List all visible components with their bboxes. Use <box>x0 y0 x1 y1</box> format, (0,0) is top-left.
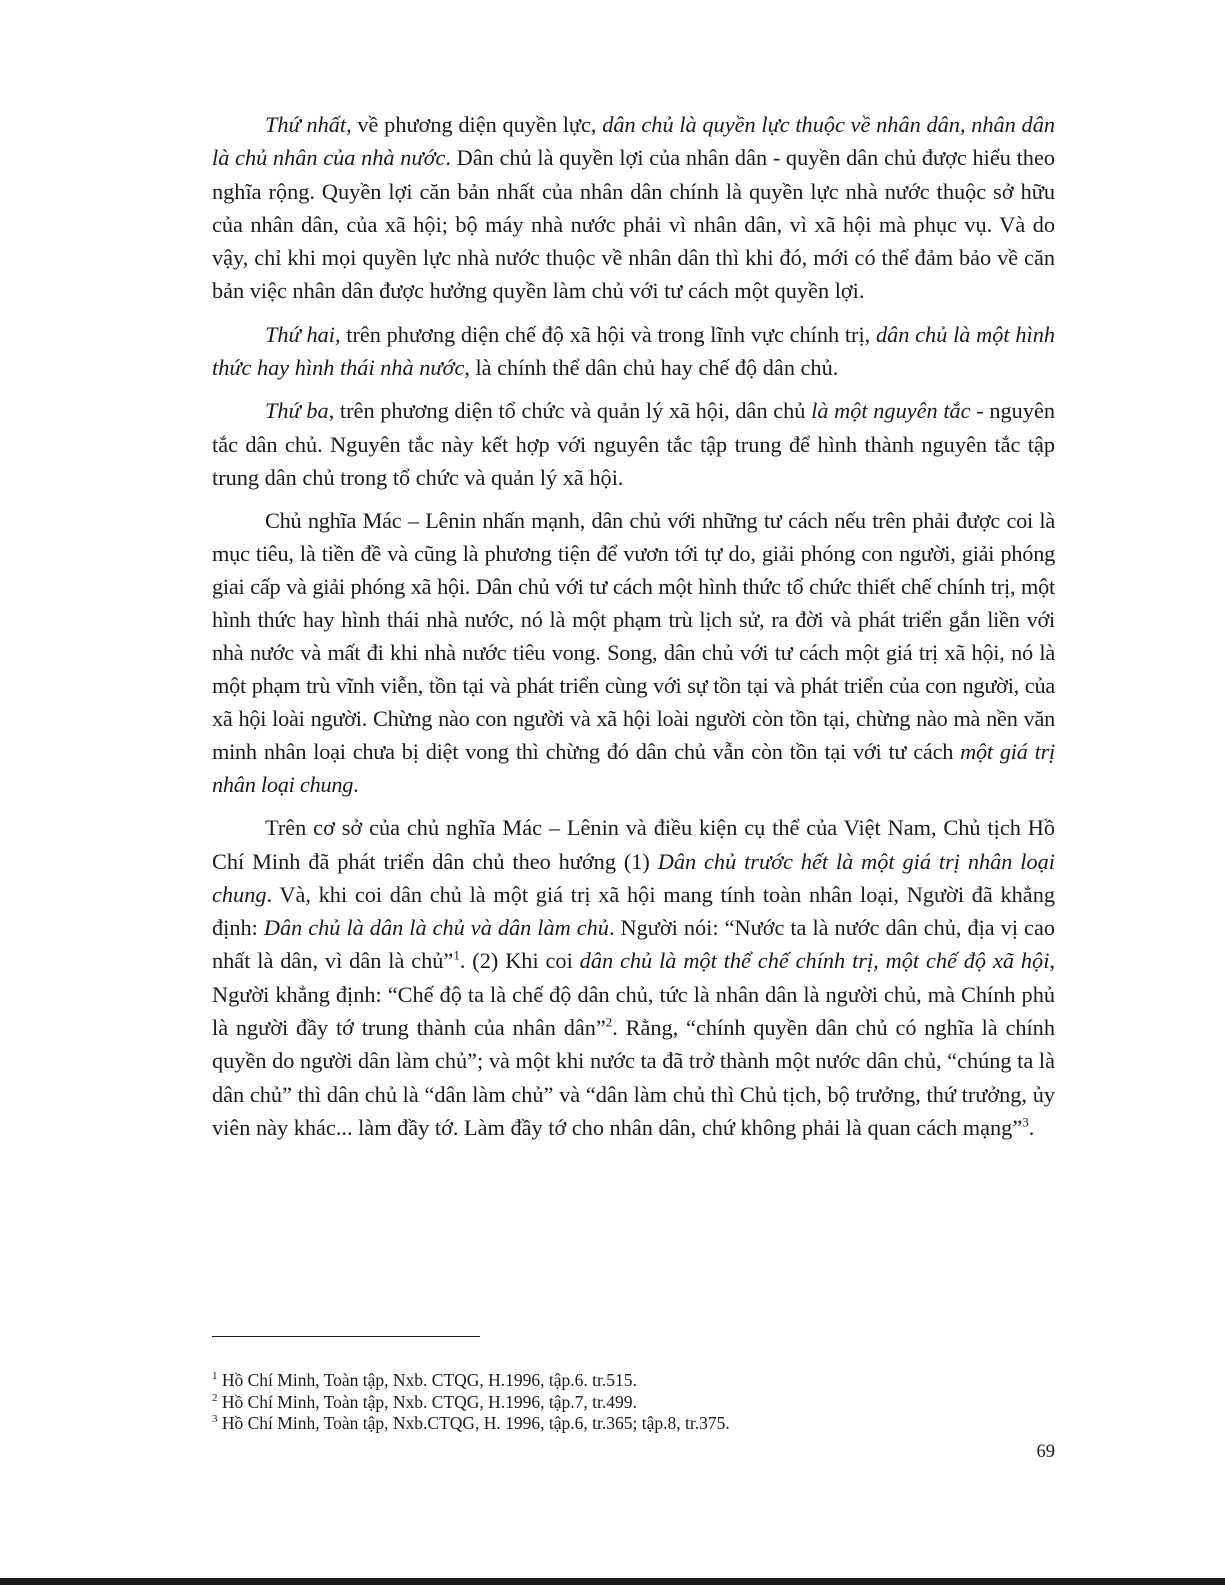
paragraph-ho-chi-minh <box>212 811 1055 1144</box>
page-number: 69 <box>1036 1442 1055 1462</box>
paragraph-thu-hai <box>212 318 1055 385</box>
footnote-reference: 2 <box>605 1014 613 1030</box>
text-run: . Người nói: “Nước ta là nước dân chủ, địa vị cao nhất là dân, vì dân là chủ” <box>212 915 1055 974</box>
footnote-marker: 3 <box>212 1413 218 1426</box>
footnote-2 <box>212 1392 1055 1414</box>
italic-phrase: Thứ nhất <box>265 112 347 137</box>
italic-phrase: Dân chủ trước hết là một giá trị nhân loại chung <box>212 848 1055 907</box>
paragraph-thu-nhat <box>212 108 1055 308</box>
text-run: . Và, khi coi dân chủ là một giá trị xã hội mang tính toàn nhân loại, Người đã khẳng định: <box>212 881 1055 941</box>
text-run: . Dân chủ là quyền lợi của nhân dân - quyền dân chủ được hiểu theo nghĩa rộng. Quyền lợi căn bản nhất của nhân dân chính là quyền lực nhà nước thuộc sở hữu của nhân dân, của xã hội; bộ máy nhà nước phải vì nhân dân, vì xã hội mà phục vụ. Và do vậy, chỉ khi mọi quyền lực nhà nước thuộc về nhân dân thì khi đó, mới có thể đảm bảo về căn bản việc nhân dân được hưởng quyền làm chủ với tư cách một quyền lợi. <box>212 145 1056 304</box>
footnote-reference: 3 <box>1022 1114 1029 1130</box>
scan-bottom-edge <box>0 1578 1225 1585</box>
text-run: - nguyên tắc dân chủ. Nguyên tắc này kết hợp với nguyên tắc tập trung để hình thành nguyên tắc tập trung dân chủ trong tổ chức và quản lý xã hội. <box>212 398 1055 490</box>
italic-phrase: dân chủ là một thể chế chính trị, một chế độ xã hội <box>579 948 1050 974</box>
text-run: Trên cơ sở của chủ nghĩa Mác – Lênin và điều kiện cụ thể của Việt Nam, Chủ tịch Hồ Chí Minh đã phát triển dân chủ theo hướng (1) <box>212 815 1055 874</box>
text-run: , Người khẳng định: “Chế độ ta là chế độ dân chủ, tức là nhân dân là người chủ, mà Chính phủ là người đầy tớ trung thành của nhân dân” <box>212 948 1055 1041</box>
footnote-marker: 2 <box>212 1391 218 1404</box>
text-run: , trên phương diện tổ chức và quản lý xã hội, dân chủ <box>328 398 812 424</box>
footnote-text: Hồ Chí Minh, Toàn tập, Nxb. CTQG, H.1996, tập.6. tr.515. <box>217 1370 637 1390</box>
footnote-text: Hồ Chí Minh, Toàn tập, Nxb. CTQG, H.1996, tập.7, tr.499. <box>217 1391 637 1412</box>
italic-phrase: là một nguyên tắc <box>811 398 971 424</box>
text-run: . Rằng, “chính quyền dân chủ có nghĩa là chính quyền do người dân làm chủ”; và một khi nước ta đã trở thành một nước dân chủ, “chúng ta là dân chủ” thì dân chủ là “dân làm chủ” và “dân làm chủ thì Chủ tịch, bộ trưởng, thứ trưởng, ủy viên này khác... làm đầy tớ. Làm đầy tớ cho nhân dân, chứ không phải là quan cách mạng” <box>212 1015 1055 1140</box>
text-run: . <box>353 772 359 798</box>
text-run: Chủ nghĩa Mác – Lênin nhấn mạnh, dân chủ với những tư cách nếu trên phải được coi là mục tiêu, là tiền đề và cũng là phương tiện để vươn tới tự do, giải phóng con người, giải phóng giai cấp và giải phóng xã hội. Dân chủ với tư cách một hình thức tổ chức thiết chế chính trị, một hình thức hay hình thái nhà nước, nó là một phạm trù lịch sử, ra đời và phát triển gắn liền với nhà nước và mất đi khi nhà nước tiêu vong. Song, dân chủ với tư cách một giá trị xã hội, nó là một phạm trù vĩnh viễn, tồn tại và phát triển cùng với sự tồn tại và phát triển của con người, của xã hội loài người. Chừng nào con người và xã hội loài người còn tồn tại, chừng nào mà nền văn minh nhân loại chưa bị diệt vong thì chừng đó dân chủ vẫn còn tồn tại với tư cách <box>212 508 1055 765</box>
footnote-reference: 1 <box>453 948 460 964</box>
footnote-text: Hồ Chí Minh, Toàn tập, Nxb.CTQG, H. 1996, tập.6, tr.365; tập.8, tr.375. <box>217 1413 730 1433</box>
italic-phrase: Dân chủ là dân là chủ và dân làm chủ <box>263 915 609 941</box>
italic-phrase: một giá trị nhân loại chung <box>212 739 1055 798</box>
italic-phrase: dân chủ là quyền lực thuộc về nhân dân, nhân dân là chủ nhân của nhà nước <box>212 112 1055 171</box>
footnote-marker: 1 <box>212 1370 218 1383</box>
text-run: , là chính thể dân chủ hay chế độ dân chủ. <box>464 355 839 381</box>
footnotes <box>212 1370 1055 1435</box>
text-run: . <box>1028 1114 1035 1140</box>
text-run: trên phương diện chế độ xã hội và trong lĩnh vực chính trị, <box>340 321 876 347</box>
paragraph-marx-lenin <box>212 504 1055 801</box>
italic-phrase: Thứ hai, <box>265 321 341 347</box>
body-text <box>212 108 1055 1154</box>
text-run: . (2) Khi coi <box>459 948 580 974</box>
footnote-3 <box>212 1413 1055 1435</box>
text-run: , về phương diện quyền lực, <box>346 112 603 137</box>
footnote-1 <box>212 1370 1055 1392</box>
paragraph-thu-ba <box>212 394 1055 494</box>
footnote-separator <box>212 1336 480 1337</box>
italic-phrase: Thứ ba <box>265 398 329 424</box>
italic-phrase: dân chủ là một hình thức hay hình thái nhà nước <box>212 321 1055 381</box>
